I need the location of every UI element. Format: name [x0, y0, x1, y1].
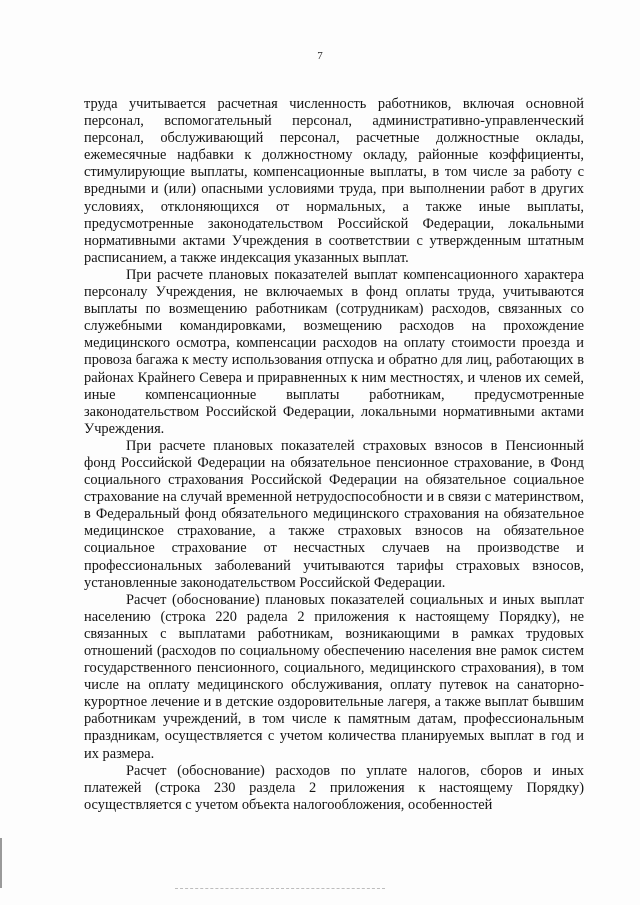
page-number: 7 — [317, 50, 323, 62]
paragraph-compensation-payments: При расчете плановых показателей выплат компенсационного характера персоналу Учреждения, не включаемых в фонд оплаты труда, учитываются выплаты по возмещению работникам (сотрудникам) расходов, связанных со служебными командировками, возмещению расходов на прохождение медицинского осмотра, компенсации расходов на оплату стоимости проезда и провоза багажа к месту использования отпуска и обратно для лиц, работающих в районах Крайнего Севера и приравненных к ним местностях, и членов их семей, иные компенсационные выплаты работникам, предусмотренные законодательством Российской Федерации, локальными нормативными актами Учреждения. — [84, 266, 584, 437]
scan-edge-mark — [0, 838, 2, 888]
paragraph-social-payments: Расчет (обоснование) плановых показателей социальных и иных выплат населению (строка 220 радела 2 приложения к настоящему Порядку), не связанных с выплатами работникам, возникающими в рамках трудовых отношений (расходов по социальному обеспечению населения вне рамок систем государственного пенсионного, социального, медицинского страхования), в том числе на оплату медицинского обслуживания, оплату путевок на санаторно-курортное лечение и в детские оздоровительные лагеря, а также выплат бывшим работникам учреждений, в том числе к памятным датам, профессиональным праздникам, осуществляется с учетом количества планируемых выплат в год и их размера. — [84, 591, 584, 762]
paragraph-taxes-fees: Расчет (обоснование) расходов по уплате налогов, сборов и иных платежей (строка 230 раздела 2 приложения к настоящему Порядку) осуществляется с учетом объекта налогообложения, особенностей — [84, 762, 584, 813]
document-body — [84, 96, 584, 814]
paragraph-wage-fund-continuation: труда учитывается расчетная численность работников, включая основной персонал, вспомогательный персонал, административно-управленческий персонал, обслуживающий персонал, расчетные должностные оклады, ежемесячные надбавки к должностному окладу, районные коэффициенты, стимулирующие выплаты, компенсационные выплаты, в том числе за работу с вредными и (или) опасными условиями труда, при выполнении работ в других условиях, отклоняющихся от нормальных, а также иные выплаты, предусмотренные законодательством Российской Федерации, локальными нормативными актами Учреждения в соответствии с утвержденным штатным расписанием, а также индексация указанных выплат. — [84, 96, 584, 266]
paragraph-insurance-contributions: При расчете плановых показателей страховых взносов в Пенсионный фонд Российской Федерации на обязательное пенсионное страхование, в Фонд социального страхования Российской Федерации на обязательное социальное страхование на случай временной нетрудоспособности и в связи с материнством, в Федеральный фонд обязательного медицинского страхования на обязательное медицинское страхование, а также страховых взносов на обязательное социальное страхование от несчастных случаев на производстве и профессиональных заболеваний учитываются тарифы страховых взносов, установленные законодательством Российской Федерации. — [84, 437, 584, 591]
scan-bottom-artifact — [175, 888, 385, 889]
